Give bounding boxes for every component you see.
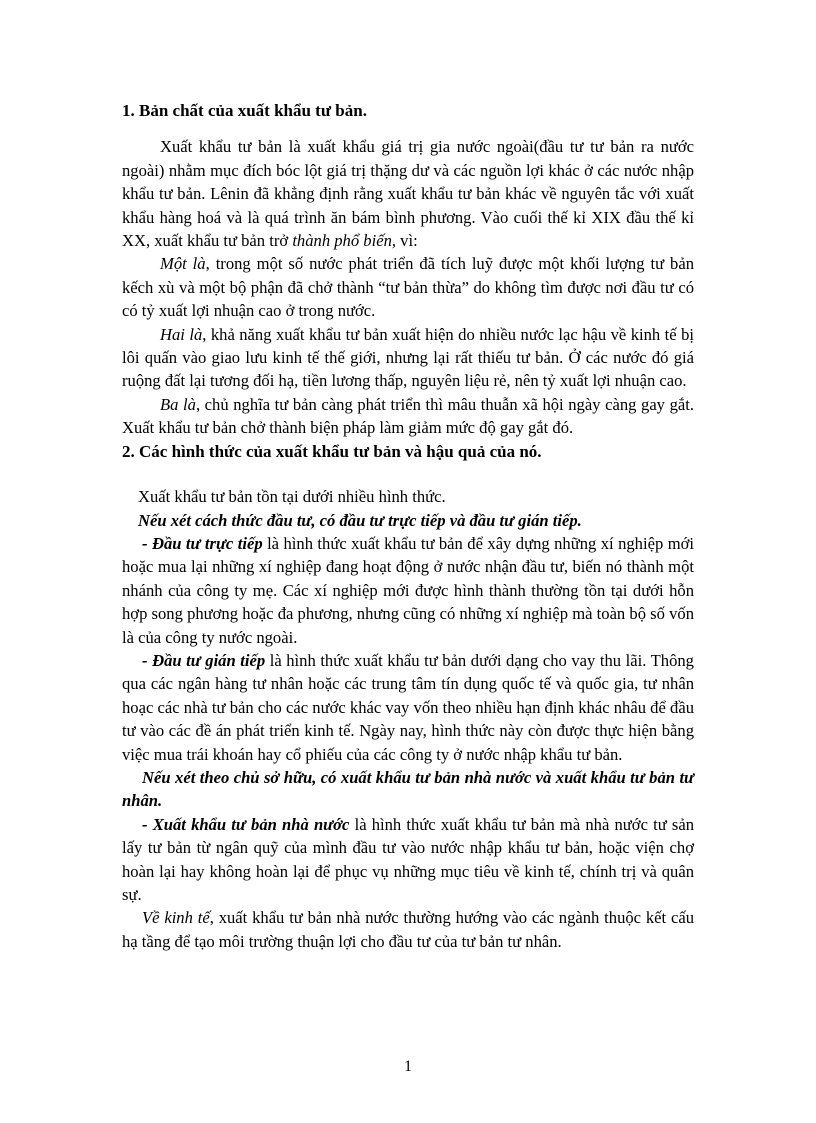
paragraph-text-end: , vì: [391, 231, 418, 251]
term-lead: - Xuất khẩu tư bản nhà nước [142, 814, 350, 834]
reason-lead: Một là [160, 254, 206, 274]
section-heading-2: 2. Các hình thức của xuất khẩu tư bản và hậu quả của nó. [122, 441, 542, 461]
document-body [122, 99, 694, 953]
reason-text: , chủ nghĩa tư bản càng phát triển thì mâu thuẫn xã hội ngày càng gay gắt. Xuất khẩu tư bản chở thành biện pháp làm giảm mức độ gay gắt đó. [122, 394, 694, 438]
paragraph-reason-3 [122, 393, 694, 440]
paragraph-indirect-investment [122, 649, 694, 766]
paragraph-reason-1 [122, 252, 694, 322]
paragraph-forms: Xuất khẩu tư bản tồn tại dưới nhiều hình thức. [138, 487, 446, 507]
reason-text: , trong một số nước phát triển đã tích luỹ được một khối lượng tư bản kếch xù và một bộ phận đã chở thành “tư bản thừa” do không tìm được nơi đầu tư có có tỷ xuất lợi nhuận cao ở trong nước. [122, 254, 694, 321]
term-text: là hình thức xuất khẩu tư bản dưới dạng cho vay thu lãi. Thông qua các ngân hàng tư nhân hoặc các trung tâm tín dụng quốc tế và quốc gia, tư nhân hoạc các nhà tư bản cho các nước khác vay vốn theo nhiều hạn định khác nhâu để đầu tư vào các đề án phát triển kinh tế. Ngày nay, hình thức này còn được thực hiện bằng việc mua trái khoán hay cổ phiếu của các công ty ở nước nhập khẩu tư bản. [122, 650, 694, 764]
term-lead: - Đầu tư trực tiếp [142, 533, 263, 553]
subheading-investment-method: Nếu xét cách thức đầu tư, có đầu tư trực tiếp và đầu tư gián tiếp. [138, 510, 582, 530]
paragraph-text: Xuất khẩu tư bản là xuất khẩu giá trị gia nước ngoài(đầu tư tư bản ra nước ngoài) nhằm mục đích bóc lột giá trị thặng dư và các nguồn lợi khác ở các nước nhập khẩu tư bản. Lênin đã khẳng định rằng xuất khẩu tư bản khác về nguyên tắc với xuất khẩu hàng hoá và là quá trình ăn bám bình phương. Vào cuối thế kỉ XIX đầu thế kỉ XX, xuất khẩu tư bản trở [122, 137, 694, 251]
reason-lead: Hai là [160, 324, 203, 344]
subheading-ownership: Nếu xét theo chủ sở hữu, có xuất khẩu tư bản nhà nước và xuất khẩu tư bản tư nhân. [122, 767, 694, 811]
term-text: , xuất khẩu tư bản nhà nước thường hướng vào các ngành thuộc kết cấu hạ tầng để tạo môi trường thuận lợi cho đầu tư của tư bản tư nhân. [122, 908, 694, 951]
paragraph-economic [122, 906, 694, 953]
term-text: là hình thức xuất khẩu tư bản để xây dựng những xí nghiệp mới hoặc mua lại những xí nghiệp đang hoạt động ở nước nhận đầu tư, biến nó thành một nhánh của công ty mẹ. Các xí nghiệp mới được hình thành thường tồn tại dưới hỗn hợp song phương hoặc đa phương, nhưng cũng có những xí nghiệp mà toàn bộ số vốn là của công ty nước ngoài. [122, 533, 694, 647]
spacer [122, 463, 694, 485]
term-lead: - Đầu tư gián tiếp [142, 650, 266, 670]
term-text: là hình thức xuất khẩu tư bản mà nhà nước tư sản lấy tư bản từ ngân quỹ của mình đầu tư vào nước nhập khẩu tư bản, hoặc viện chợ hoàn lại hay không hoàn lại để phục vụ những mục tiêu về kinh tế, chính trị và quân sự. [122, 814, 695, 904]
term-lead: Về kinh tế [142, 908, 210, 928]
paragraph-direct-investment [122, 532, 694, 649]
section-heading-1: 1. Bản chất của xuất khẩu tư bản. [122, 101, 367, 120]
paragraph-intro [122, 135, 694, 252]
reason-text: , khả năng xuất khẩu tư bản xuất hiện do nhiều nước lạc hậu về kinh tế bị lôi quấn vào giao lưu kinh tế thế giới, nhưng lại rất thiếu tư bản. Ở các nước đó giá ruộng đất lại tương đối hạ, tiền lương thấp, nguyên liệu rẻ, nên tỷ xuất lợi nhuận cao. [122, 324, 694, 391]
paragraph-italic-text: thành phổ biến [292, 231, 392, 251]
page-number: 1 [404, 1058, 412, 1075]
reason-lead: Ba là [160, 394, 196, 414]
paragraph-state-export [122, 813, 694, 907]
paragraph-reason-2 [122, 323, 694, 393]
